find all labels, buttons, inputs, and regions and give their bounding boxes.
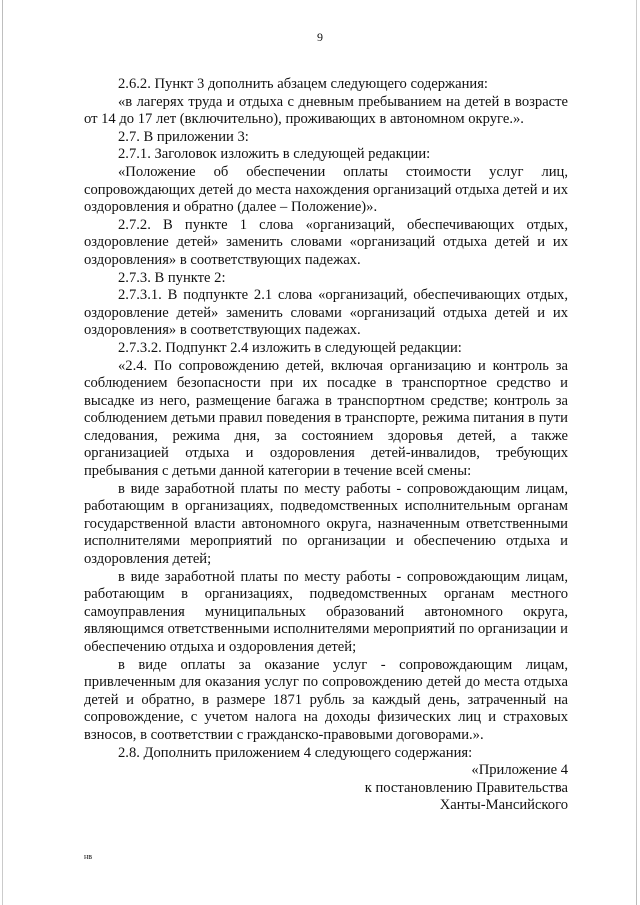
paragraph-2-6-2: 2.6.2. Пункт 3 дополнить абзацем следующего содержания: — [118, 76, 488, 92]
paragraph-quote-title: «Положение об обеспечении оплаты стоимости услуг лиц, сопровождающих детей до места нахождения организаций отдыха детей и их оздоровления и обратно (далее – Положение)». — [84, 163, 568, 216]
footer-code: нв — [84, 852, 93, 861]
page-number: 9 — [317, 30, 323, 44]
document-body — [84, 76, 568, 815]
scan-right-edge — [636, 0, 637, 905]
paragraph-quote-camps: «в лагерях труда и отдыха с дневным пребыванием на детей в возрасте от 14 до 17 лет (включительно), проживающих в автономном округе.». — [84, 93, 568, 128]
paragraph-2-7-3: 2.7.3. В пункте 2: — [118, 269, 226, 286]
paragraph-2-7-3-2: 2.7.3.2. Подпункт 2.4 изложить в следующей редакции: — [118, 339, 462, 356]
paragraph-2-7-3-1: 2.7.3.1. В подпункте 2.1 слова «организаций, обеспечивающих отдых, оздоровление детей» заменить словами «организаций отдыха детей и их оздоровления» в соответствующих падежах. — [84, 287, 568, 339]
appendix-header-line-2: к постановлению Правительства — [364, 779, 568, 796]
scan-left-edge — [2, 0, 3, 905]
paragraph-2-8: 2.8. Дополнить приложением 4 следующего содержания: — [118, 744, 473, 761]
appendix-header-line-1: «Приложение 4 — [471, 762, 568, 779]
paragraph-2-7-2: 2.7.2. В пункте 1 слова «организаций, обеспечивающих отдых, оздоровление детей» заменить словами «организаций отдыха детей и их оздоровления» в соответствующих падежах. — [84, 216, 568, 268]
paragraph-2-7-1: 2.7.1. Заголовок изложить в следующей редакции: — [118, 146, 431, 163]
appendix-header-line-3: Ханты-Мансийского — [439, 797, 568, 814]
paragraph-local-bodies: в виде заработной платы по месту работы - сопровождающим лицам, работающим в организациях, подведомственных органам местного самоуправления муниципальных образований автономного округа, являющимся ответственными исполнителями мероприятий по организации и обеспечению отдыха и оздоровления детей; — [84, 568, 568, 655]
paragraph-services-payment: в виде оплаты за оказание услуг - сопровождающим лицам, привлеченным для оказания услуг по сопровождению детей до места отдыха детей и обратно, в размере 1871 рубль за каждый день, затраченный на сопровождение, с учетом налога на доходы физических лиц и страховых взносов, в соответствии с гражданско-правовыми договорами.». — [84, 656, 568, 743]
paragraph-2-4: «2.4. По сопровождению детей, включая организацию и контроль за соблюдением безопасности при их посадке в транспортное средство и высадке из него, размещение багажа в транспортном средстве; контроль за соблюдением детьми правил поведения в транспорте, режима питания в пути следования, режима дня, за состоянием здоровья детей, а также организацией отдыха и оздоровления детей-инвалидов, требующих пребывания с детьми данной категории в течение всей смены: — [84, 357, 568, 480]
paragraph-state-bodies: в виде заработной платы по месту работы - сопровождающим лицам, работающим в организациях, подведомственных исполнительным органам государственной власти автономного округа, назначенным ответственными исполнителями мероприятий по организации и обеспечению отдыха и оздоровления детей; — [84, 480, 568, 568]
paragraph-2-7: 2.7. В приложении 3: — [118, 128, 249, 145]
